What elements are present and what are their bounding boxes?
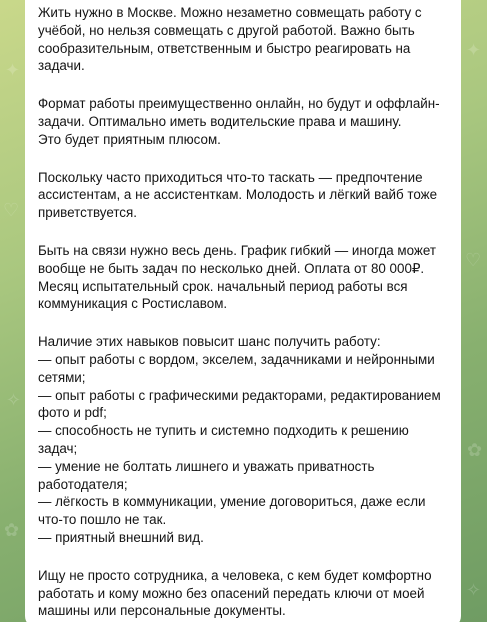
message-bubble[interactable] <box>25 0 461 622</box>
wallpaper-flower-icon: ✿ <box>4 520 20 540</box>
message-text-line: что-то пошло не так. <box>38 512 167 528</box>
wallpaper-flower-icon: ✿ <box>467 440 483 460</box>
wallpaper-star-icon: ✦ <box>466 40 482 60</box>
message-paragraph <box>38 95 449 148</box>
message-text-line: сетями; <box>38 369 86 385</box>
message-text-line: Ищу не просто сотрудника, а человека, с кем будет комфортно <box>38 567 432 583</box>
message-text-line: Формат работы преимущественно онлайн, но будут и оффлайн- <box>38 96 440 112</box>
message-text-line: задачи. <box>38 58 85 74</box>
message-text-line: фото и pdf; <box>38 405 107 421</box>
wallpaper-heart-icon: ♡ <box>3 200 20 220</box>
message-text-line: работодателя; <box>38 476 128 492</box>
message-text-line: Поскольку часто приходиться что-то таскать — предпочтение <box>38 169 423 185</box>
message-text-line: — лёгкость в коммуникации, умение договориться, даже если <box>38 494 426 510</box>
message-paragraph <box>38 242 449 313</box>
message-text-line: Быть на связи нужно весь день. График гибкий — иногда может <box>38 242 437 258</box>
message-text-line: коммуникация с Ростиславом. <box>38 296 228 312</box>
message-paragraph <box>38 333 449 547</box>
message-text-line: Наличие этих навыков повысит шанс получить работу: <box>38 334 381 350</box>
message-text-line: — умение не болтать лишнего и уважать приватность <box>38 458 375 474</box>
message-text-line: — приятный внешний вид. <box>38 529 204 545</box>
message-text-line: работать и кому можно без опасений передать ключи от моей <box>38 585 425 601</box>
message-text-line: задачи. Оптимально иметь водительские права и машину. <box>38 113 402 129</box>
message-paragraph <box>38 4 449 75</box>
message-text-line: — опыт работы с графическими редакторами, редактированием <box>38 387 441 403</box>
message-text-line: учёбой, но нельзя совмещать с другой работой. Важно быть <box>38 22 415 38</box>
message-text-line: Это будет приятным плюсом. <box>38 131 221 147</box>
message-text-line: ассистентам, а не ассистенткам. Молодость и лёгкий вайб тоже <box>38 187 438 203</box>
wallpaper-star-icon: ✧ <box>6 390 22 410</box>
wallpaper-star-icon: ✧ <box>466 580 482 600</box>
message-text-line: — опыт работы с вордом, экселем, задачниками и нейронными <box>38 351 435 367</box>
message-paragraph <box>38 169 449 222</box>
message-text-line: Месяц испытательный срок. начальный период работы вся <box>38 278 408 294</box>
message-text-line: сообразительным, ответственным и быстро реагировать на <box>38 40 411 56</box>
wallpaper-heart-icon: ♡ <box>465 250 482 270</box>
message-text-line: приветствуется. <box>38 205 137 221</box>
message-text-line: задач; <box>38 440 78 456</box>
message-text-line: вообще не быть задач по несколько дней. Оплата от 80 000₽. <box>38 260 425 276</box>
message-text-line: Жить нужно в Москве. Можно незаметно совмещать работу с <box>38 5 422 20</box>
message-paragraph <box>38 567 449 620</box>
wallpaper-star-icon: ✦ <box>5 60 21 80</box>
message-text-line: машины или персональные документы. <box>38 603 286 619</box>
message-text-line: — способность не тупить и системно подходить к решению <box>38 423 409 439</box>
